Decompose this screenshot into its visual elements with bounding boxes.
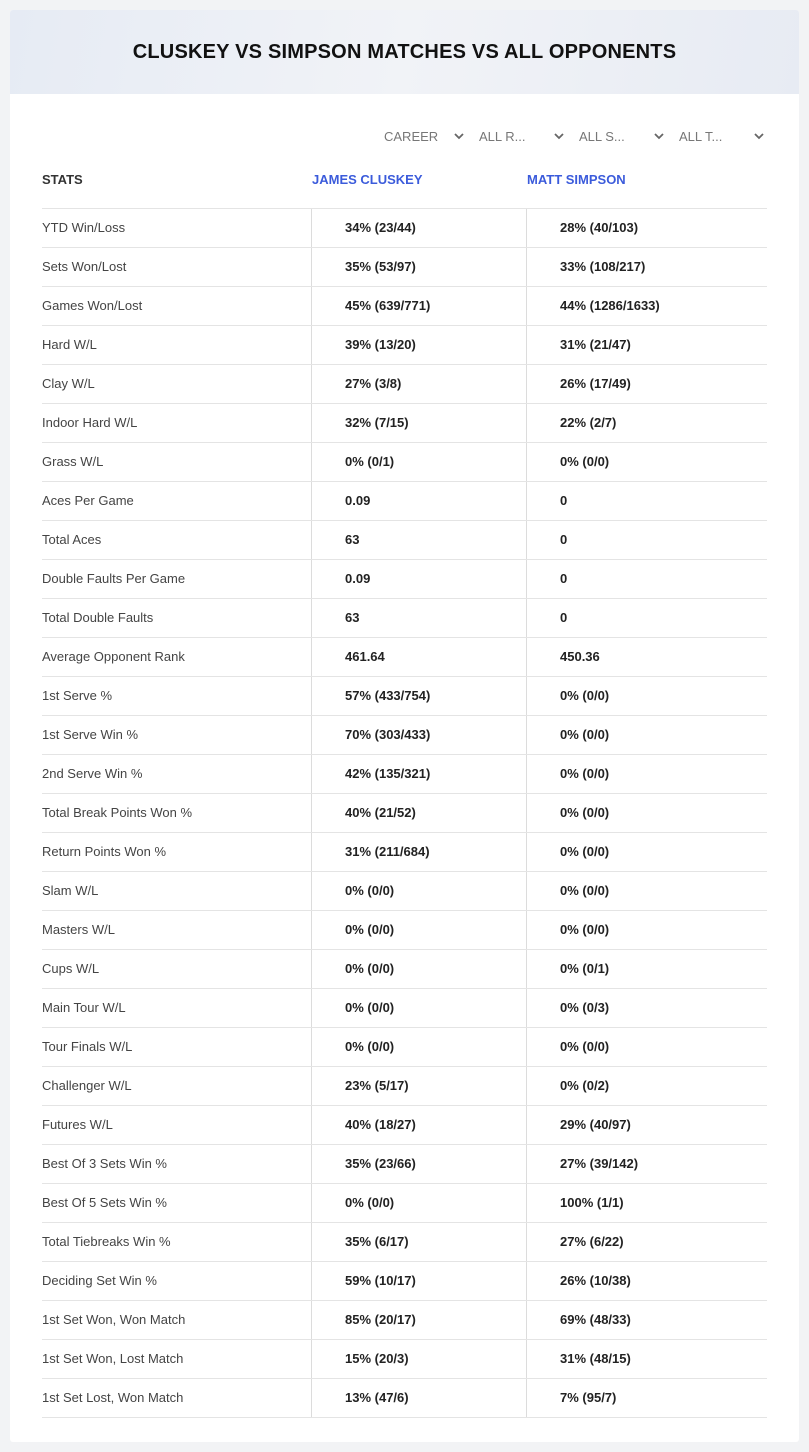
stat-label: Average Opponent Rank bbox=[42, 649, 185, 664]
player1-value: 0% (0/0) bbox=[311, 1184, 526, 1222]
player2-value: 31% (48/15) bbox=[526, 1340, 767, 1378]
stats-column-header: STATS bbox=[42, 172, 83, 187]
player2-value: 31% (21/47) bbox=[526, 326, 767, 364]
player2-value: 33% (108/217) bbox=[526, 248, 767, 286]
player1-link[interactable]: JAMES CLUSKEY bbox=[312, 172, 423, 187]
stat-label: Grass W/L bbox=[42, 454, 104, 469]
stat-label: Total Tiebreaks Win % bbox=[42, 1234, 171, 1249]
chevron-down-icon bbox=[554, 131, 564, 141]
stat-label: Masters W/L bbox=[42, 922, 115, 937]
table-row bbox=[42, 404, 767, 443]
player1-value: 27% (3/8) bbox=[311, 365, 526, 403]
stat-label: Best Of 3 Sets Win % bbox=[42, 1156, 167, 1171]
table-row bbox=[42, 1223, 767, 1262]
stat-label: Games Won/Lost bbox=[42, 298, 143, 313]
player1-value: 0% (0/0) bbox=[311, 950, 526, 988]
player1-value: 0% (0/1) bbox=[311, 443, 526, 481]
player2-value: 27% (6/22) bbox=[526, 1223, 767, 1261]
player1-value: 70% (303/433) bbox=[311, 716, 526, 754]
player1-value: 35% (53/97) bbox=[311, 248, 526, 286]
stat-label: Sets Won/Lost bbox=[42, 259, 127, 274]
stat-label: 1st Set Lost, Won Match bbox=[42, 1390, 184, 1405]
player2-value: 0 bbox=[526, 599, 767, 637]
stats-table-body bbox=[42, 208, 767, 1418]
stat-label: Futures W/L bbox=[42, 1117, 113, 1132]
stat-label: Double Faults Per Game bbox=[42, 571, 186, 586]
stat-label: Best Of 5 Sets Win % bbox=[42, 1195, 167, 1210]
table-row bbox=[42, 1301, 767, 1340]
player2-value: 0% (0/1) bbox=[526, 950, 767, 988]
player2-value: 0% (0/0) bbox=[526, 716, 767, 754]
stat-label: 1st Serve % bbox=[42, 688, 113, 703]
player1-value: 59% (10/17) bbox=[311, 1262, 526, 1300]
stats-table-header bbox=[42, 170, 767, 208]
player2-value: 28% (40/103) bbox=[526, 209, 767, 247]
player2-value: 22% (2/7) bbox=[526, 404, 767, 442]
chevron-down-icon bbox=[754, 131, 764, 141]
table-row bbox=[42, 950, 767, 989]
table-row bbox=[42, 872, 767, 911]
player2-value: 0% (0/0) bbox=[526, 833, 767, 871]
player2-value: 7% (95/7) bbox=[526, 1379, 767, 1417]
stat-label: 1st Set Won, Lost Match bbox=[42, 1351, 184, 1366]
card-header bbox=[10, 10, 799, 94]
player2-value: 450.36 bbox=[526, 638, 767, 676]
player2-value: 26% (17/49) bbox=[526, 365, 767, 403]
stat-label: 1st Set Won, Won Match bbox=[42, 1312, 186, 1327]
player2-value: 29% (40/97) bbox=[526, 1106, 767, 1144]
player1-value: 34% (23/44) bbox=[311, 209, 526, 247]
player1-value: 63 bbox=[311, 521, 526, 559]
table-row bbox=[42, 755, 767, 794]
table-row bbox=[42, 794, 767, 833]
player2-value: 0% (0/2) bbox=[526, 1067, 767, 1105]
player2-value: 0% (0/3) bbox=[526, 989, 767, 1027]
surface-filter-value: ALL S... bbox=[579, 128, 625, 144]
period-filter[interactable] bbox=[384, 124, 464, 148]
table-row bbox=[42, 1106, 767, 1145]
player1-value: 0.09 bbox=[311, 482, 526, 520]
player1-value: 0% (0/0) bbox=[311, 989, 526, 1027]
stat-label: Indoor Hard W/L bbox=[42, 415, 138, 430]
table-row bbox=[42, 716, 767, 755]
player1-value: 13% (47/6) bbox=[311, 1379, 526, 1417]
player1-value: 23% (5/17) bbox=[311, 1067, 526, 1105]
table-row bbox=[42, 1340, 767, 1379]
stat-label: Hard W/L bbox=[42, 337, 97, 352]
player2-value: 100% (1/1) bbox=[526, 1184, 767, 1222]
chevron-down-icon bbox=[454, 131, 464, 141]
stats-card bbox=[10, 10, 799, 1442]
period-filter-value: CAREER bbox=[384, 128, 439, 144]
stat-label: Slam W/L bbox=[42, 883, 99, 898]
player1-value: 45% (639/771) bbox=[311, 287, 526, 325]
stat-label: Aces Per Game bbox=[42, 493, 134, 508]
player1-value: 63 bbox=[311, 599, 526, 637]
player1-value: 39% (13/20) bbox=[311, 326, 526, 364]
player1-value: 0% (0/0) bbox=[311, 1028, 526, 1066]
stat-label: Tour Finals W/L bbox=[42, 1039, 133, 1054]
player1-value: 31% (211/684) bbox=[311, 833, 526, 871]
stat-label: Challenger W/L bbox=[42, 1078, 132, 1093]
player2-value: 0% (0/0) bbox=[526, 872, 767, 910]
player2-value: 0 bbox=[526, 521, 767, 559]
player2-value: 69% (48/33) bbox=[526, 1301, 767, 1339]
stat-label: Total Aces bbox=[42, 532, 102, 547]
player2-value: 0 bbox=[526, 482, 767, 520]
player2-value: 0% (0/0) bbox=[526, 677, 767, 715]
player1-value: 35% (6/17) bbox=[311, 1223, 526, 1261]
table-row bbox=[42, 209, 767, 248]
player1-value: 15% (20/3) bbox=[311, 1340, 526, 1378]
table-row bbox=[42, 521, 767, 560]
surface-filter[interactable] bbox=[579, 124, 664, 148]
table-row bbox=[42, 365, 767, 404]
table-row bbox=[42, 599, 767, 638]
player2-value: 0% (0/0) bbox=[526, 911, 767, 949]
chevron-down-icon bbox=[654, 131, 664, 141]
table-row bbox=[42, 677, 767, 716]
player1-value: 40% (21/52) bbox=[311, 794, 526, 832]
stat-label: 2nd Serve Win % bbox=[42, 766, 143, 781]
stat-label: Total Break Points Won % bbox=[42, 805, 193, 820]
stat-label: Total Double Faults bbox=[42, 610, 154, 625]
tournament-filter[interactable] bbox=[679, 124, 764, 148]
tournament-filter-value: ALL T... bbox=[679, 128, 723, 144]
player1-value: 0% (0/0) bbox=[311, 911, 526, 949]
table-row bbox=[42, 1184, 767, 1223]
stat-label: Deciding Set Win % bbox=[42, 1273, 157, 1288]
table-row bbox=[42, 1379, 767, 1418]
player2-value: 27% (39/142) bbox=[526, 1145, 767, 1183]
table-row bbox=[42, 287, 767, 326]
stat-label: Cups W/L bbox=[42, 961, 100, 976]
player1-value: 57% (433/754) bbox=[311, 677, 526, 715]
table-row bbox=[42, 911, 767, 950]
player2-value: 44% (1286/1633) bbox=[526, 287, 767, 325]
stat-label: YTD Win/Loss bbox=[42, 220, 126, 235]
player2-value: 0% (0/0) bbox=[526, 1028, 767, 1066]
player1-value: 461.64 bbox=[311, 638, 526, 676]
table-row bbox=[42, 1028, 767, 1067]
table-row bbox=[42, 443, 767, 482]
page-title: CLUSKEY VS SIMPSON MATCHES VS ALL OPPONENTS bbox=[132, 40, 677, 63]
table-row bbox=[42, 560, 767, 599]
player1-value: 40% (18/27) bbox=[311, 1106, 526, 1144]
player2-value: 0% (0/0) bbox=[526, 443, 767, 481]
table-row bbox=[42, 989, 767, 1028]
stat-label: Main Tour W/L bbox=[42, 1000, 126, 1015]
table-row bbox=[42, 248, 767, 287]
player1-value: 0.09 bbox=[311, 560, 526, 598]
stat-label: Clay W/L bbox=[42, 376, 95, 391]
table-row bbox=[42, 326, 767, 365]
player2-value: 0 bbox=[526, 560, 767, 598]
stat-label: 1st Serve Win % bbox=[42, 727, 139, 742]
player1-value: 0% (0/0) bbox=[311, 872, 526, 910]
table-row bbox=[42, 1262, 767, 1301]
player1-value: 42% (135/321) bbox=[311, 755, 526, 793]
round-filter-value: ALL R... bbox=[479, 128, 526, 144]
table-row bbox=[42, 482, 767, 521]
table-row bbox=[42, 1067, 767, 1106]
round-filter[interactable] bbox=[479, 124, 564, 148]
player1-value: 32% (7/15) bbox=[311, 404, 526, 442]
filter-bar bbox=[10, 124, 799, 148]
player2-value: 0% (0/0) bbox=[526, 755, 767, 793]
table-row bbox=[42, 833, 767, 872]
stat-label: Return Points Won % bbox=[42, 844, 167, 859]
player2-link[interactable]: MATT SIMPSON bbox=[527, 172, 626, 187]
table-row bbox=[42, 638, 767, 677]
player1-value: 85% (20/17) bbox=[311, 1301, 526, 1339]
player2-value: 26% (10/38) bbox=[526, 1262, 767, 1300]
player1-value: 35% (23/66) bbox=[311, 1145, 526, 1183]
table-row bbox=[42, 1145, 767, 1184]
player2-value: 0% (0/0) bbox=[526, 794, 767, 832]
